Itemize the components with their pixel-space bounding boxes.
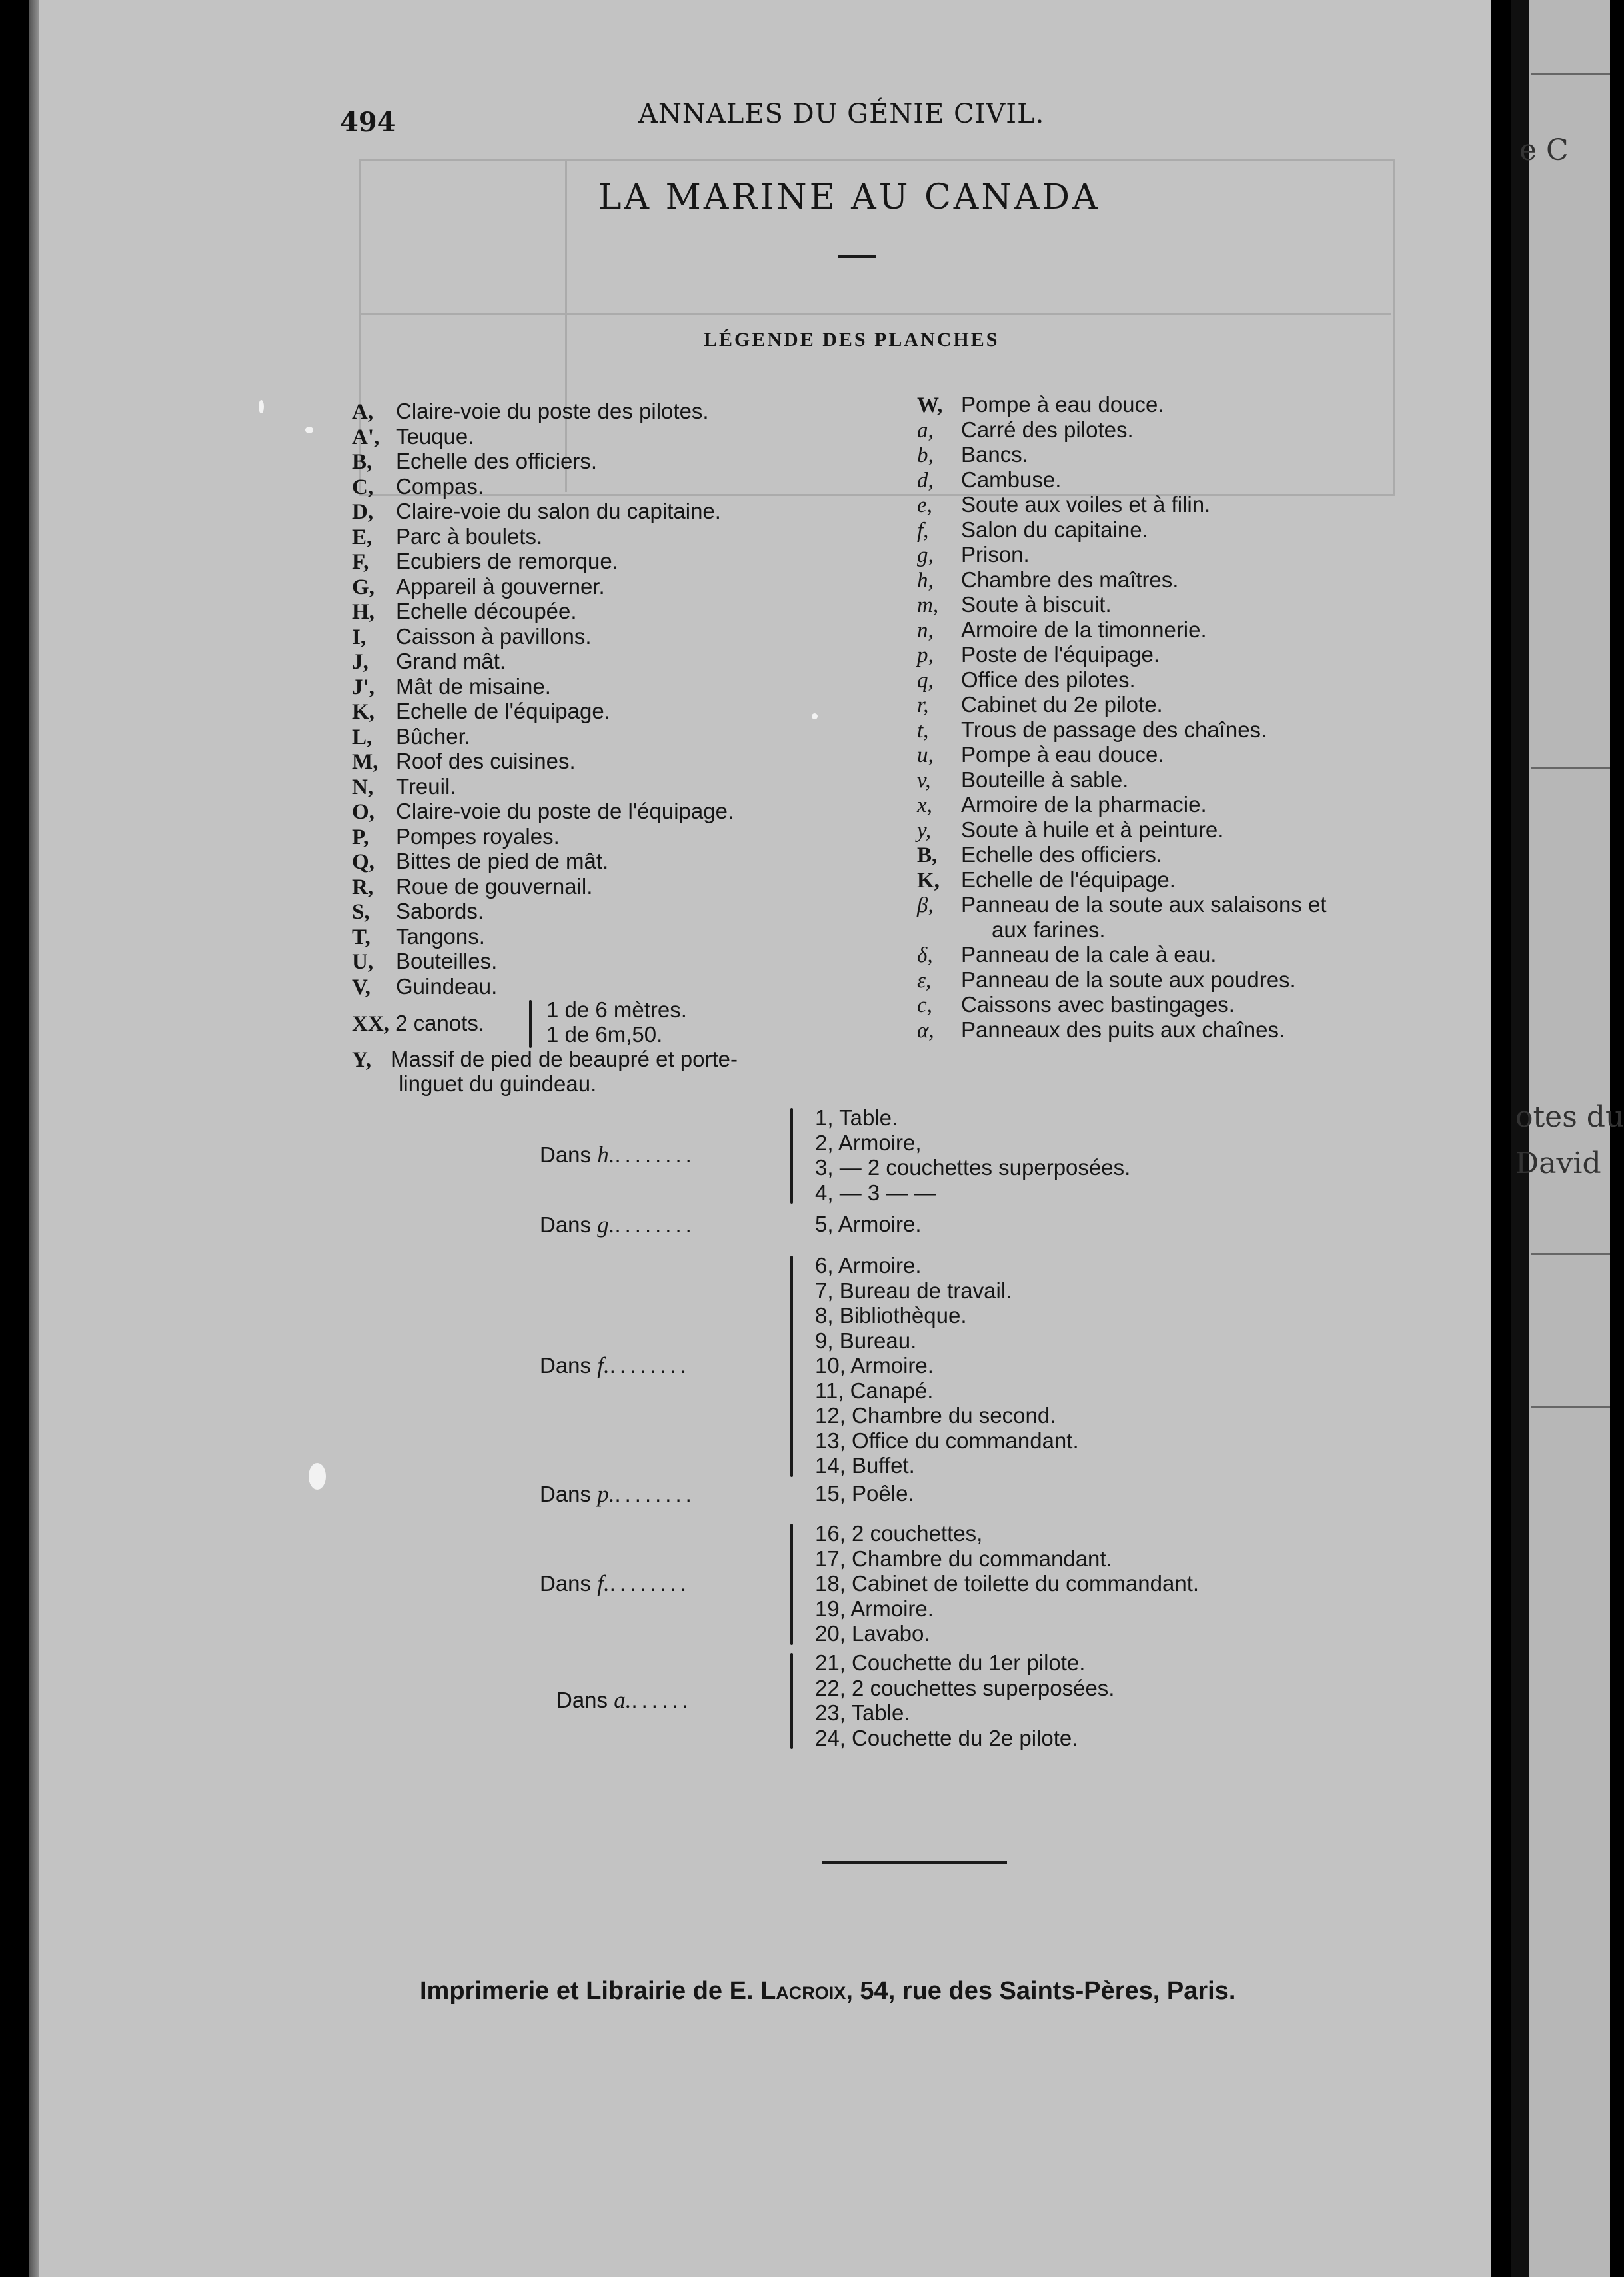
legend-key: V, [352,975,371,999]
legend-key: f, [917,518,929,543]
leader-dots: ........ [609,1570,691,1596]
space [591,1482,597,1506]
dans-word: Dans [540,1482,592,1506]
room-item: 2, Armoire, [815,1130,922,1155]
legend-key: β, [917,893,934,917]
dans-word: Dans [556,1688,608,1712]
legend-key: α, [917,1018,934,1043]
room-item: 12, Chambre du second. [815,1403,1056,1428]
legend-key: S, [352,900,370,924]
legend-text: Caissons avec bastingages. [961,992,1235,1017]
dust-speck [305,427,313,433]
legend-entry [352,899,484,925]
room-item: 10, Armoire. [815,1353,934,1378]
legend-entry [917,992,1235,1018]
dans-place: f. [597,1570,610,1596]
legend-entry [352,499,721,525]
legend-key: H, [352,600,375,624]
closing-rule [822,1861,1007,1864]
legend-key: m, [917,593,939,617]
scanned-page [39,0,1491,2277]
legend-key: A', [352,425,380,449]
legend-entry [917,842,1162,868]
legend-text: Prison. [961,542,1030,567]
legend-key: b, [917,443,934,467]
room-item: 9, Bureau. [815,1328,917,1353]
adjacent-text: e C [1519,133,1569,167]
dans-label [540,1142,696,1168]
legend-entry [917,592,1112,618]
legend-text: Treuil. [396,773,456,799]
legend-entry [352,724,470,750]
legend-text: Office des pilotes. [961,667,1136,692]
dans-label [540,1570,690,1597]
legend-key: I, [352,625,367,649]
legend-text: Roof des cuisines. [396,749,576,773]
leader-dots: ........ [614,1212,696,1237]
legend-key: XX, [352,1012,389,1036]
legend-text: Trous de passage des chaînes. [961,717,1267,742]
legend-text: Caisson à pavillons. [396,623,592,649]
legend-entry [917,867,1176,893]
legend-key: P, [352,825,369,849]
legend-text: Teuque. [396,423,474,449]
legend-entry [917,742,1164,768]
legend-text: Tangons. [396,923,485,949]
adjacent-text: otes du [1515,1100,1624,1134]
legend-text: Bouteille à sable. [961,767,1129,792]
legend-text: Roue de gouvernail. [396,873,593,899]
dans-place: a. [614,1687,632,1713]
legend-text: Echelle de l'équipage. [961,867,1176,892]
show-through-line [565,159,567,492]
legend-text: Cabinet du 2e pilote. [961,692,1163,717]
legend-text: Grand mât. [396,649,506,673]
legend-entry [352,924,485,950]
dust-speck [259,400,264,413]
leader-dots: ........ [609,1352,691,1378]
room-item: 6, Armoire. [815,1253,922,1278]
legend-key: y, [917,818,932,843]
legend-key: p, [917,643,934,667]
dans-label [540,1212,696,1238]
leader-dots: ...... [631,1688,692,1712]
legend-text: Panneau de la soute aux salaisons et [961,892,1327,917]
legend-text: 2 canots. [395,1011,485,1035]
space [608,1688,614,1712]
legend-key: e, [917,493,932,517]
legend-text: Bûcher. [396,723,470,749]
legend-key: C, [352,475,374,499]
legend-text: Bouteilles. [396,949,498,973]
legend-entry [917,892,1327,918]
legend-key: Q, [352,850,375,874]
room-item: 14, Buffet. [815,1453,915,1478]
room-item: 20, Lavabo. [815,1621,930,1646]
legend-option: 1 de 6m,50. [546,1022,663,1047]
legend-text: Echelle découpée. [396,599,577,623]
dans-word: Dans [540,1352,592,1378]
dans-word: Dans [540,1142,592,1167]
imprint-suffix: , 54, rue des Saints-Pères, Paris. [846,1977,1236,2005]
room-item: 17, Chambre du commandant. [815,1546,1112,1571]
legend-key: L, [352,725,373,749]
legend-key: a, [917,418,934,443]
legend-key: u, [917,743,934,767]
legend-entry [917,492,1210,518]
legend-key: r, [917,693,929,717]
legend-entry [917,392,1164,418]
legend-text: Carré des pilotes. [961,417,1134,442]
space [591,1212,597,1237]
legend-key: δ, [917,943,933,967]
room-item: 1, Table. [815,1105,898,1130]
legend-key: J, [352,650,369,674]
room-item: 18, Cabinet de toilette du commandant. [815,1571,1200,1596]
legend-entry [917,567,1178,593]
legend-key: W, [917,393,943,417]
legend-entry [352,524,542,550]
adjacent-rule [1531,1406,1610,1408]
legend-key: q, [917,668,934,693]
room-item: 19, Armoire. [815,1596,934,1621]
legend-entry [352,774,456,800]
adjacent-page [1511,0,1624,2277]
legend-entry [352,799,734,825]
legend-text: Appareil à gouverner. [396,573,605,599]
legend-entry [352,749,576,775]
legend-key: B, [352,450,373,474]
legend-text: Claire-voie du poste de l'équipage. [396,799,734,823]
legend-key: F, [352,550,369,574]
legend-option: 1 de 6 mètres. [546,997,687,1022]
legend-key: K, [352,700,375,724]
legend-entry [917,442,1028,468]
legend-text: aux farines. [992,917,1106,942]
legend-entry [917,792,1207,818]
legend-entry [352,574,605,600]
legend-text: Bancs. [961,442,1028,467]
running-title: ANNALES DU GÉNIE CIVIL. [638,99,1045,129]
legend-key: g, [917,543,934,567]
legend-text: Soute à biscuit. [961,592,1112,617]
adjacent-text: David [1515,1146,1601,1180]
brace [529,1000,532,1048]
legend-key: A, [352,400,374,424]
dans-label [556,1687,692,1714]
room-item: 16, 2 couchettes, [815,1521,983,1546]
legend-key: U, [352,950,374,974]
brace [790,1256,793,1477]
legend-entry [352,474,484,500]
legend-entry [352,599,577,625]
legend-key: G, [352,575,375,599]
dans-place: g. [597,1212,615,1238]
gutter-shadow [1511,0,1529,2277]
brace [790,1653,793,1749]
legend-text: Chambre des maîtres. [961,567,1179,592]
legend-text: Mât de misaine. [396,673,551,699]
dans-label [540,1352,690,1379]
dans-word: Dans [540,1212,592,1237]
legend-entry-xx [352,1011,484,1037]
legend-entry [917,417,1134,443]
legend-key: ε, [917,968,932,993]
room-item: 4, — 3 — — [815,1180,936,1205]
space [591,1142,597,1167]
legend-entry [917,967,1296,993]
legend-entry-y [352,1047,738,1073]
legend-entry [352,699,610,725]
legend-key: n, [917,618,934,643]
legend-text: Echelle des officiers. [396,449,598,473]
space [591,1571,597,1596]
legend-text: Ecubiers de remorque. [396,549,618,573]
legend-key: h, [917,568,934,593]
room-item: 21, Couchette du 1er pilote. [815,1650,1086,1675]
page-title: LA MARINE AU CANADA [598,177,1100,217]
printer-name: Lacroix [760,1977,846,2005]
legend-entry [352,949,497,975]
legend-text: Soute à huile et à peinture. [961,817,1224,842]
legend-key: c, [917,993,932,1017]
legend-entry [352,974,497,1000]
legend-entry [917,517,1148,543]
room-item: 13, Office du commandant. [815,1428,1079,1453]
legend-text: Claire-voie du poste des pilotes. [396,399,709,423]
legend-text: Guindeau. [396,973,498,999]
room-item: 3, — 2 couchettes superposées. [815,1155,1131,1180]
legend-key: O, [352,800,375,824]
room-item: 24, Couchette du 2e pilote. [815,1725,1078,1750]
brace [790,1108,793,1204]
room-item: 22, 2 couchettes superposées. [815,1675,1115,1700]
adjacent-rule [1531,1253,1610,1255]
legend-entry [352,624,592,650]
legend-entry [917,767,1128,793]
legend-text: Compas. [396,473,484,499]
legend-text: Pompe à eau douce. [961,742,1164,767]
legend-text: Cambuse. [961,467,1062,492]
legend-key: K, [917,868,940,893]
dust-speck [309,1463,326,1490]
legend-key: T, [352,925,371,949]
room-item: 5, Armoire. [815,1212,922,1236]
adjacent-rule [1531,767,1610,769]
legend-key: v, [917,768,931,793]
legend-entry [352,849,608,875]
title-dash [838,255,876,258]
legend-text: Echelle des officiers. [961,842,1163,867]
legend-entry [917,1017,1285,1043]
room-item: 15, Poêle. [815,1481,914,1506]
legend-entry [352,874,592,900]
adjacent-rule [1531,73,1610,75]
legend-text: Bittes de pied de mât. [396,849,609,873]
room-item: 7, Bureau de travail. [815,1278,1012,1303]
legend-text: Massif de pied de beaupré et porte- [391,1047,738,1071]
legend-entry [917,542,1030,568]
legend-entry [352,549,618,575]
legend-entry [917,692,1163,718]
dans-place: p. [597,1481,615,1507]
legend-entry [917,617,1207,643]
legend-entry [917,667,1136,693]
legend-text: Echelle de l'équipage. [396,699,610,723]
legend-key: x, [917,793,932,817]
dans-place: f. [597,1352,610,1378]
legend-heading: LÉGENDE DES PLANCHES [704,329,1000,351]
leader-dots: ........ [614,1482,696,1506]
legend-key: M, [352,750,379,774]
leader-dots: ........ [614,1142,696,1167]
legend-key: N, [352,775,374,799]
legend-text: Poste de l'équipage. [961,642,1160,667]
legend-text: Pompes royales. [396,823,560,849]
legend-key: t, [917,718,929,743]
legend-key: R, [352,875,374,899]
legend-key: J', [352,675,375,699]
legend-entry [352,824,560,850]
dans-place: h. [597,1142,615,1168]
space [591,1353,597,1378]
page-number: 494 [340,107,396,138]
legend-text-continued: linguet du guindeau. [399,1071,597,1096]
legend-text: Panneaux des puits aux chaînes. [961,1017,1285,1042]
legend-entry [352,424,474,450]
legend-text: Armoire de la pharmacie. [961,792,1207,817]
show-through-line [359,313,1391,315]
legend-entry [917,817,1223,843]
legend-text: Soute aux voiles et à filin. [961,492,1211,517]
legend-key: E, [352,525,373,549]
legend-text: Armoire de la timonnerie. [961,617,1207,642]
brace [790,1524,793,1645]
dans-word: Dans [540,1570,592,1596]
legend-text: Parc à boulets. [396,523,543,549]
legend-text: Panneau de la soute aux poudres. [961,967,1296,992]
legend-text: Pompe à eau douce. [961,392,1164,417]
dust-speck [812,713,818,719]
legend-entry [352,649,506,675]
legend-entry [352,449,597,475]
legend-entry [917,942,1216,968]
legend-entry [917,717,1267,743]
legend-key: Y, [352,1048,372,1072]
room-item: 8, Bibliothèque. [815,1303,967,1328]
dans-label [540,1481,696,1508]
legend-entry [352,399,709,425]
room-item: 11, Canapé. [815,1378,934,1403]
legend-text: Salon du capitaine. [961,517,1148,542]
imprint-prefix: Imprimerie et Librairie de E. [420,1977,761,2005]
legend-text: Sabords. [396,899,484,923]
legend-entry [352,674,551,700]
room-item: 23, Table. [815,1700,910,1725]
legend-entry [917,642,1160,668]
legend-key: d, [917,468,934,493]
legend-key: D, [352,500,374,524]
legend-text: Panneau de la cale à eau. [961,942,1217,967]
legend-key: B, [917,843,938,867]
legend-entry [948,917,1106,942]
legend-text: Claire-voie du salon du capitaine. [396,499,721,523]
legend-entry [917,467,1061,493]
printer-imprint [420,1977,1235,2006]
